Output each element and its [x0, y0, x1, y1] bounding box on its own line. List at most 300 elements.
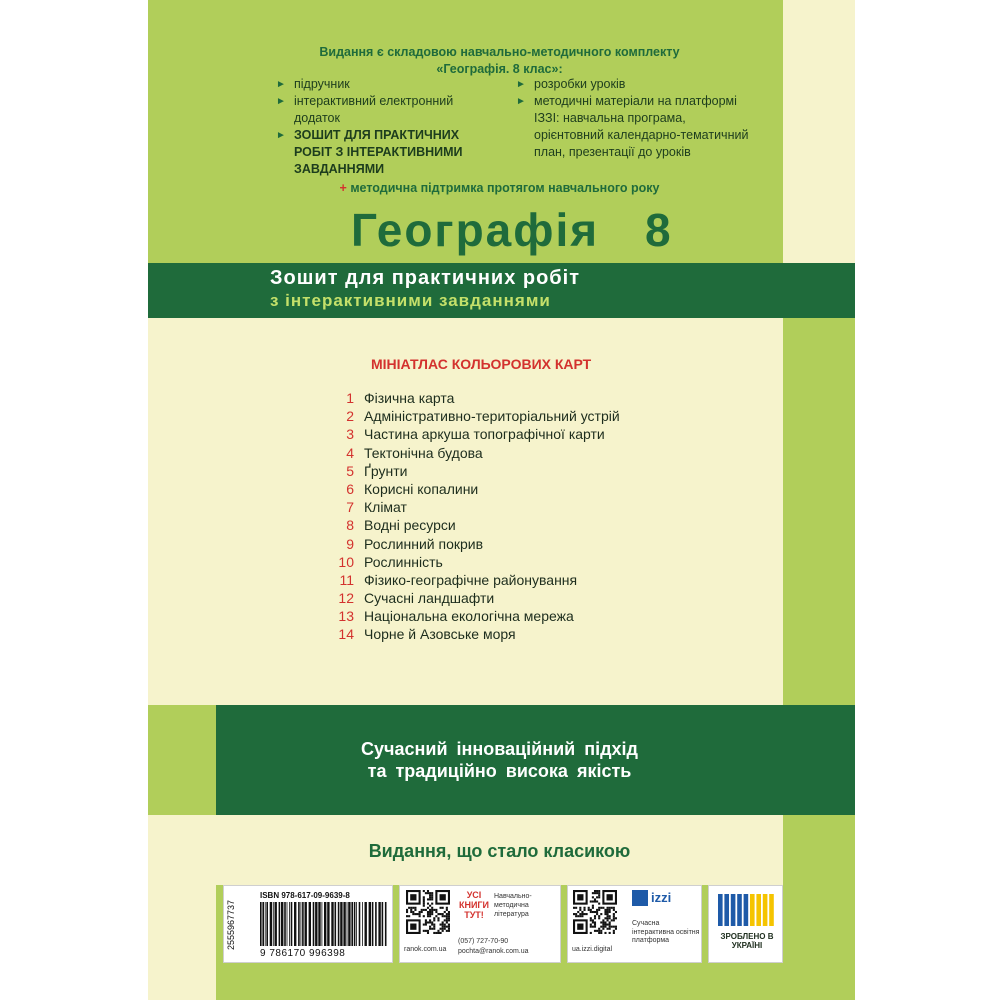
- kit-intro: [216, 44, 783, 78]
- qr-module: [607, 919, 609, 921]
- triangle-bullet-icon: ►: [276, 79, 286, 90]
- qr-module: [607, 911, 609, 913]
- qr-module: [427, 903, 429, 905]
- atlas-map-number: 12: [338, 590, 354, 607]
- barcode-bar: [273, 902, 274, 946]
- list-item: [276, 76, 491, 93]
- qr-module: [440, 913, 442, 915]
- qr-module: [607, 913, 609, 915]
- classic-edition-text: Видання, що стало класикою: [368, 841, 631, 861]
- qr-module: [609, 932, 611, 934]
- qr-module: [423, 898, 425, 900]
- list-item: [516, 93, 756, 161]
- izzi-description: Сучасна інтерактивна освітня платформа: [632, 920, 700, 944]
- qr-module: [437, 917, 439, 919]
- qr-module: [611, 919, 613, 921]
- qr-module: [425, 921, 427, 923]
- qr-module: [423, 890, 425, 892]
- qr-module: [598, 907, 600, 909]
- qr-module: [613, 915, 615, 917]
- qr-module: [414, 909, 416, 911]
- qr-module: [448, 924, 450, 926]
- barcode-bar: [279, 902, 281, 946]
- qr-module: [598, 892, 600, 894]
- barcode-bar: [362, 902, 363, 946]
- qr-module: [448, 913, 450, 915]
- atlas-map-name: Ґрунти: [364, 462, 408, 479]
- barcode-bar: [385, 902, 387, 946]
- qr-module: [427, 921, 429, 923]
- qr-module: [604, 921, 606, 923]
- plus-icon: +: [339, 181, 347, 195]
- qr-module: [433, 909, 435, 911]
- qr-module: [429, 928, 431, 930]
- qr-module: [429, 894, 431, 896]
- qr-module: [412, 913, 414, 915]
- mini-atlas-section: [216, 318, 783, 705]
- atlas-map-name: Корисні копалини: [364, 480, 479, 497]
- qr-module: [440, 928, 442, 930]
- barcode-bar: [281, 902, 283, 946]
- atlas-map-name: Фізико-географічне районування: [364, 571, 578, 588]
- barcode-bar: [313, 902, 315, 946]
- qr-module: [425, 892, 427, 894]
- subtitle-interactive: з інтерактивними завданнями: [270, 291, 551, 310]
- qr-module: [446, 921, 448, 923]
- barcode-bar: [340, 902, 342, 946]
- qr-module: [416, 913, 418, 915]
- qr-module: [592, 921, 594, 923]
- qr-module: [609, 917, 611, 919]
- qr-module: [421, 911, 423, 913]
- qr-module: [598, 928, 600, 930]
- qr-module: [581, 913, 583, 915]
- qr-module: [429, 905, 431, 907]
- qr-module: [609, 907, 611, 909]
- barcode-bar: [284, 902, 286, 946]
- barcode-bar: [338, 902, 340, 946]
- qr-module: [442, 915, 444, 917]
- qr-module: [594, 930, 596, 932]
- qr-module: [579, 913, 581, 915]
- qr-module: [423, 905, 425, 907]
- qr-module: [433, 926, 435, 928]
- qr-module: [592, 919, 594, 921]
- qr-module: [596, 896, 598, 898]
- atlas-map-number: 5: [346, 462, 354, 479]
- qr-module: [423, 903, 425, 905]
- side-code: 2555967737: [226, 899, 236, 951]
- qr-module: [600, 913, 602, 915]
- barcode-bar: [289, 902, 290, 946]
- qr-module: [592, 907, 594, 909]
- qr-module: [433, 928, 435, 930]
- qr-module: [437, 930, 439, 932]
- qr-module: [604, 932, 606, 934]
- qr-module: [602, 926, 604, 928]
- list-item-text: підручник: [294, 77, 350, 91]
- qr-module: [406, 909, 408, 911]
- kit-composition-section: [216, 0, 783, 263]
- qr-module: [598, 909, 600, 911]
- qr-module: [598, 917, 600, 919]
- qr-module: [442, 907, 444, 909]
- barcode-bar: [324, 902, 326, 946]
- qr-module: [602, 928, 604, 930]
- made-in-ukraine-panel: [708, 885, 783, 963]
- atlas-map-name: Водні ресурси: [364, 517, 456, 534]
- qr-module: [435, 909, 437, 911]
- qr-module: [448, 917, 450, 919]
- qr-module: [594, 890, 596, 892]
- grade-number: 8: [645, 204, 671, 256]
- atlas-map-item: [326, 390, 766, 408]
- qr-module: [613, 930, 615, 932]
- qr-module: [596, 913, 598, 915]
- qr-module: [429, 909, 431, 911]
- qr-module: [437, 913, 439, 915]
- logo-bar: [737, 894, 742, 926]
- qr-module: [429, 915, 431, 917]
- atlas-map-item: [326, 572, 766, 590]
- barcode-bar: [351, 902, 353, 946]
- qr-module: [604, 917, 606, 919]
- qr-module: [419, 911, 421, 913]
- qr-module: [423, 909, 425, 911]
- qr-module: [598, 890, 600, 892]
- atlas-map-item: [326, 463, 766, 481]
- qr-module: [600, 907, 602, 909]
- barcode-bar: [309, 902, 311, 946]
- qr-module: [573, 913, 575, 915]
- qr-module: [444, 926, 446, 928]
- qr-module: [607, 907, 609, 909]
- qr-module: [410, 911, 412, 913]
- qr-module: [590, 919, 592, 921]
- qr-module: [613, 909, 615, 911]
- qr-module: [410, 907, 412, 909]
- barcode-bar: [298, 902, 300, 946]
- qr-module: [429, 911, 431, 913]
- decor-cream-left-bottom: [148, 815, 216, 1000]
- barcode-bar: [378, 902, 380, 946]
- qr-module: [604, 926, 606, 928]
- ranok-email-link[interactable]: pochta@ranok.com.ua: [458, 948, 529, 955]
- kit-intro-line2: «Географія. 8 клас»:: [436, 62, 563, 76]
- qr-module: [431, 928, 433, 930]
- qr-module: [573, 907, 575, 909]
- barcode-bar: [302, 902, 304, 946]
- qr-module: [423, 896, 425, 898]
- atlas-map-number: 14: [338, 626, 354, 643]
- qr-module: [613, 917, 615, 919]
- qr-module: [609, 926, 611, 928]
- qr-module: [592, 900, 594, 902]
- decor-cream-left-mid: [148, 318, 216, 705]
- barcode-bar: [369, 902, 371, 946]
- qr-module: [583, 907, 585, 909]
- qr-module: [433, 932, 435, 934]
- title-row: [351, 203, 751, 263]
- qr-module: [423, 930, 425, 932]
- qr-module: [594, 911, 596, 913]
- qr-module: [594, 926, 596, 928]
- qr-module: [604, 909, 606, 911]
- qr-module: [598, 903, 600, 905]
- list-item: [516, 76, 756, 93]
- qr-module: [594, 924, 596, 926]
- qr-module: [604, 924, 606, 926]
- atlas-map-number: 9: [346, 535, 354, 552]
- qr-module: [429, 896, 431, 898]
- qr-module: [609, 915, 611, 917]
- qr-module: [604, 911, 606, 913]
- izzi-site-link[interactable]: ua.izzi.digital: [572, 946, 613, 953]
- atlas-map-item: [326, 426, 766, 444]
- qr-module: [583, 913, 585, 915]
- qr-module: [431, 892, 433, 894]
- qr-module: [613, 932, 615, 934]
- qr-module: [594, 915, 596, 917]
- qr-module: [442, 930, 444, 932]
- qr-module: [613, 913, 615, 915]
- barcode-bar: [365, 902, 367, 946]
- barcode-bar: [305, 902, 307, 946]
- qr-module: [607, 924, 609, 926]
- barcode-bar: [287, 902, 288, 946]
- qr-module: [611, 907, 613, 909]
- all-books-here-label: УСІ КНИГИ ТУТ!: [458, 890, 490, 920]
- qr-module: [433, 919, 435, 921]
- qr-module: [429, 921, 431, 923]
- qr-module: [588, 907, 590, 909]
- qr-module: [607, 915, 609, 917]
- qr-module: [410, 894, 416, 900]
- qr-module: [421, 909, 423, 911]
- barcode-bar: [275, 902, 277, 946]
- qr-module: [590, 926, 592, 928]
- slogan-line1: Сучасний інноваційний підхід: [361, 739, 638, 759]
- qr-module: [609, 909, 611, 911]
- qr-module: [435, 911, 437, 913]
- slogan-line2: та традиційно висока якість: [367, 761, 632, 781]
- triangle-bullet-icon: ►: [276, 96, 286, 107]
- qr-module: [609, 924, 611, 926]
- qr-module: [594, 921, 596, 923]
- qr-module: [581, 915, 583, 917]
- qr-module: [431, 911, 433, 913]
- barcode-bar: [265, 902, 266, 946]
- kit-intro-line1: Видання є складовою навчально-методичного комплекту: [319, 45, 680, 59]
- triangle-bullet-icon: ►: [276, 130, 286, 141]
- barcode-bar: [382, 902, 384, 946]
- qr-module: [446, 930, 448, 932]
- qr-module: [440, 907, 442, 909]
- qr-module: [590, 932, 592, 934]
- qr-module: [414, 907, 416, 909]
- qr-module: [611, 926, 613, 928]
- atlas-map-number: 11: [339, 571, 354, 588]
- qr-module: [433, 924, 435, 926]
- atlas-map-item: [326, 408, 766, 426]
- qr-module: [423, 915, 425, 917]
- qr-module: [448, 930, 450, 932]
- qr-module: [431, 907, 433, 909]
- atlas-map-item: [326, 536, 766, 554]
- qr-module: [596, 930, 598, 932]
- atlas-map-number: 6: [346, 480, 354, 497]
- decor-lgreen-left-low: [148, 705, 216, 815]
- qr-module: [427, 907, 429, 909]
- qr-module: [604, 913, 606, 915]
- triangle-bullet-icon: ►: [516, 79, 526, 90]
- izzi-logo: [632, 890, 698, 910]
- atlas-map-name: Фізична карта: [364, 390, 455, 406]
- qr-module: [607, 894, 613, 900]
- qr-module: [598, 896, 600, 898]
- barcode-bar: [348, 902, 350, 946]
- qr-module: [613, 907, 615, 909]
- qr-module: [594, 900, 596, 902]
- barcode-bar: [356, 902, 357, 946]
- atlas-map-name: Чорне й Азовське моря: [364, 626, 516, 643]
- qr-module: [448, 926, 450, 928]
- qr-module: [431, 898, 433, 900]
- atlas-map-name: Сучасні ландшафти: [364, 590, 495, 607]
- publisher-info-strip: [223, 885, 783, 965]
- qr-module: [442, 913, 444, 915]
- atlas-map-number: 2: [346, 408, 354, 425]
- qr-module: [442, 921, 444, 923]
- qr-module: [577, 915, 579, 917]
- qr-module: [590, 917, 592, 919]
- qr-module: [598, 915, 600, 917]
- qr-module: [444, 919, 446, 921]
- qr-module: [437, 919, 439, 921]
- barcode-bar: [343, 902, 345, 946]
- qr-module: [577, 894, 583, 900]
- qr-module: [435, 915, 437, 917]
- qr-module: [406, 915, 408, 917]
- logo-bar: [769, 894, 774, 926]
- barcode-bar: [347, 902, 348, 946]
- list-item-text: методичні матеріали на платформі IЗЗI: навчальна програма, орієнтовний календарно-тематичний план, презентації до уроків: [534, 94, 749, 159]
- list-item-text: інтерактивний електронний додаток: [294, 94, 454, 125]
- decor-lgreen-right-mid: [783, 318, 855, 705]
- qr-module: [414, 913, 416, 915]
- atlas-map-name: Клімат: [364, 499, 407, 516]
- qr-module: [594, 917, 596, 919]
- qr-module: [431, 913, 433, 915]
- made-in-ukraine-text: ЗРОБЛЕНО В УКРАЇНІ: [720, 932, 774, 950]
- atlas-map-number: 10: [338, 553, 354, 570]
- list-item-highlighted: [276, 127, 491, 178]
- qr-module: [440, 932, 442, 934]
- qr-module: [598, 930, 600, 932]
- qr-module: [448, 919, 450, 921]
- qr-module: [427, 911, 429, 913]
- qr-module: [615, 926, 617, 928]
- qr-module: [429, 913, 431, 915]
- qr-module: [448, 911, 450, 913]
- atlas-map-name: Рослинність: [364, 553, 443, 570]
- barcode-bar: [322, 902, 323, 946]
- qr-module: [446, 907, 448, 909]
- ranok-panel: [399, 885, 561, 963]
- izzi-mark-icon: [632, 890, 648, 906]
- qr-module: [410, 909, 412, 911]
- atlas-map-name: Тектонічна будова: [364, 444, 483, 461]
- barcode-bar: [291, 902, 293, 946]
- ranok-description: Навчально-методична література: [494, 893, 532, 918]
- qr-module: [440, 924, 442, 926]
- qr-module: [586, 913, 588, 915]
- qr-module: [431, 909, 433, 911]
- logo-bar: [718, 894, 723, 926]
- qr-pattern: [573, 890, 617, 934]
- qr-module: [596, 911, 598, 913]
- qr-module: [440, 894, 446, 900]
- ranok-phone: (057) 727-70-90: [458, 938, 509, 945]
- classic-section: [216, 815, 783, 885]
- barcode-bar: [354, 902, 356, 946]
- qr-module: [425, 919, 427, 921]
- qr-module: [429, 926, 431, 928]
- qr-module: [590, 900, 592, 902]
- qr-module: [592, 911, 594, 913]
- qr-module: [577, 911, 579, 913]
- qr-code-icon[interactable]: [406, 890, 450, 934]
- book-back-cover: [148, 0, 855, 1000]
- atlas-map-item: [326, 481, 766, 499]
- subject-title: Географія: [351, 204, 600, 256]
- qr-module: [579, 909, 581, 911]
- qr-module: [412, 911, 414, 913]
- barcode-bar: [331, 902, 333, 946]
- qr-module: [406, 911, 408, 913]
- qr-module: [602, 921, 604, 923]
- atlas-map-number: 3: [346, 426, 354, 443]
- qr-module: [446, 919, 448, 921]
- qr-module: [444, 924, 446, 926]
- qr-module: [607, 928, 609, 930]
- qr-module: [431, 903, 433, 905]
- qr-module: [412, 907, 414, 909]
- qr-module: [448, 928, 450, 930]
- list-item-text: ЗОШИТ ДЛЯ ПРАКТИЧНИХ РОБІТ З ІНТЕРАКТИВНИМИ ЗАВДАННЯМИ: [294, 128, 463, 176]
- qr-code-icon[interactable]: [573, 890, 617, 934]
- qr-module: [598, 932, 600, 934]
- atlas-heading: МІНІАТЛАС КОЛЬОРОВИХ КАРТ: [371, 356, 592, 372]
- barcode-bar: [301, 902, 302, 946]
- qr-module: [446, 915, 448, 917]
- qr-module: [431, 896, 433, 898]
- qr-module: [596, 900, 598, 902]
- qr-module: [429, 919, 431, 921]
- qr-module: [433, 917, 435, 919]
- qr-module: [588, 909, 590, 911]
- barcode-icon: [260, 902, 388, 946]
- qr-module: [442, 926, 444, 928]
- ranok-site-link[interactable]: ranok.com.ua: [404, 946, 447, 953]
- qr-module: [577, 924, 583, 930]
- qr-module: [600, 921, 602, 923]
- qr-module: [429, 898, 431, 900]
- qr-module: [609, 921, 611, 923]
- support-line: [216, 181, 783, 195]
- kit-list-left: [276, 76, 491, 178]
- made-in-ukraine-logo-icon: [716, 892, 776, 928]
